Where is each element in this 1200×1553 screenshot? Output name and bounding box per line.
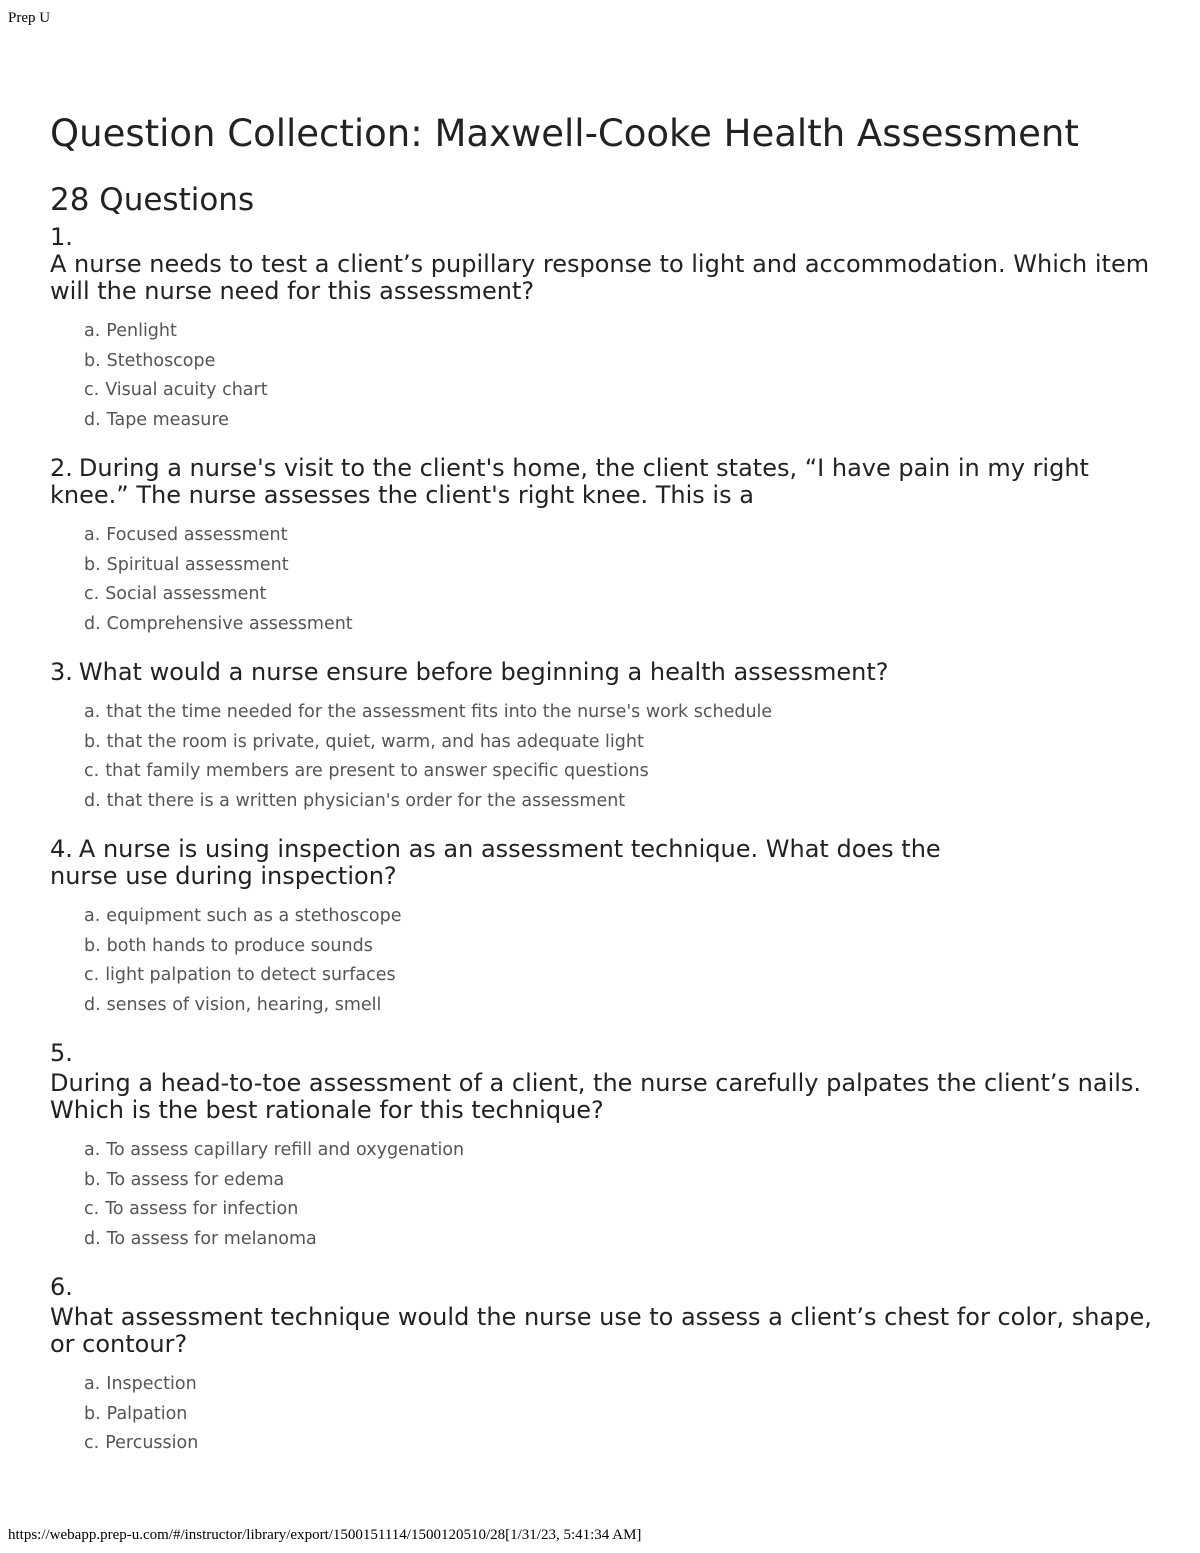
answer-option xyxy=(84,580,1160,610)
answer-option xyxy=(84,1136,1160,1166)
page-title: Question Collection: Maxwell-Cooke Health Assessment xyxy=(50,112,1079,155)
answer-text: that the room is private, quiet, warm, and has adequate light xyxy=(106,731,644,752)
answer-label: d. xyxy=(84,409,101,430)
answer-list xyxy=(50,521,1160,639)
answer-text: To assess for melanoma xyxy=(106,1228,317,1249)
answer-option xyxy=(84,961,1160,991)
answer-option xyxy=(84,757,1160,787)
answer-label: b. xyxy=(84,554,101,575)
question-text: During a nurse's visit to the client's home, the client states, “I have pain in my right knee.” The nurse assesses the client's right knee. This is a xyxy=(50,454,1089,509)
answer-label: c. xyxy=(84,1433,100,1453)
answer-option xyxy=(84,1195,1160,1225)
answer-list xyxy=(50,698,1160,816)
answer-text: Penlight xyxy=(106,321,177,341)
answer-option xyxy=(84,1400,1160,1430)
answer-option xyxy=(84,1370,1160,1400)
answer-text: that the time needed for the assessment fits into the nurse's work schedule xyxy=(106,702,773,722)
answer-list xyxy=(50,1136,1160,1254)
answer-label: d. xyxy=(84,1228,101,1249)
answer-label: b. xyxy=(84,731,101,752)
answer-text: senses of vision, hearing, smell xyxy=(106,994,382,1015)
question-number: 1. xyxy=(50,223,73,251)
answer-text: Spiritual assessment xyxy=(106,554,289,575)
answer-text: light palpation to detect surfaces xyxy=(105,965,396,985)
answer-option xyxy=(84,787,1160,817)
question-collection xyxy=(50,110,1160,1459)
answer-text: Tape measure xyxy=(106,409,229,430)
question-3 xyxy=(50,659,1160,686)
answer-text: Percussion xyxy=(105,1433,199,1453)
question-4 xyxy=(50,836,990,890)
question-5 xyxy=(50,1040,1160,1124)
answer-option xyxy=(84,610,1160,640)
answer-option xyxy=(84,932,1160,962)
question-number: 2. xyxy=(50,454,73,482)
print-header: Prep U xyxy=(8,10,51,26)
answer-label: b. xyxy=(84,935,101,956)
answer-text: Stethoscope xyxy=(106,350,216,371)
answer-label: c. xyxy=(84,584,100,604)
question-text: What would a nurse ensure before beginning a health assessment? xyxy=(78,658,889,686)
answer-text: To assess for infection xyxy=(105,1199,299,1219)
question-text: During a head-to-toe assessment of a client, the nurse carefully palpates the client’s nails. Which is the best rationale for this technique? xyxy=(50,1069,1142,1124)
answer-option xyxy=(84,1429,1160,1459)
answer-text: that family members are present to answer specific questions xyxy=(105,761,649,781)
answer-option xyxy=(84,698,1160,728)
answer-option xyxy=(84,991,1160,1021)
answer-text: Focused assessment xyxy=(106,525,288,545)
answer-label: c. xyxy=(84,761,100,781)
answer-label: a. xyxy=(84,525,101,545)
answer-option xyxy=(84,521,1160,551)
answer-list xyxy=(50,902,1160,1020)
answer-text: Visual acuity chart xyxy=(105,380,268,400)
answer-label: a. xyxy=(84,906,101,926)
question-number: 6. xyxy=(50,1273,73,1301)
answer-label: d. xyxy=(84,790,101,811)
answer-label: a. xyxy=(84,702,101,722)
question-count: 28 Questions xyxy=(50,182,255,218)
answer-option xyxy=(84,376,1160,406)
answer-label: d. xyxy=(84,994,101,1015)
question-number: 3. xyxy=(50,658,73,686)
print-footer-url: https://webapp.prep-u.com/#/instructor/library/export/1500151114/1500120510/28[1/31/23, 5:41:34 AM] xyxy=(8,1527,642,1543)
answer-text: that there is a written physician's order for the assessment xyxy=(106,790,626,811)
question-1 xyxy=(50,224,1160,305)
answer-list xyxy=(50,317,1160,435)
answer-list xyxy=(50,1370,1160,1459)
answer-option xyxy=(84,347,1160,377)
answer-option xyxy=(84,728,1160,758)
question-number: 4. xyxy=(50,835,73,863)
answer-label: b. xyxy=(84,1169,101,1190)
question-text: A nurse needs to test a client’s pupillary response to light and accommodation. Which item will the nurse need for this assessment? xyxy=(50,250,1150,305)
answer-label: c. xyxy=(84,965,100,985)
answer-text: Social assessment xyxy=(105,584,267,604)
answer-text: Comprehensive assessment xyxy=(106,613,353,634)
answer-option xyxy=(84,551,1160,581)
answer-label: c. xyxy=(84,380,100,400)
answer-label: a. xyxy=(84,321,101,341)
question-text: What assessment technique would the nurse use to assess a client’s chest for color, shape, or contour? xyxy=(50,1303,1152,1358)
answer-option xyxy=(84,1225,1160,1255)
question-6 xyxy=(50,1274,1160,1358)
answer-label: d. xyxy=(84,613,101,634)
answer-text: both hands to produce sounds xyxy=(106,935,373,956)
answer-label: b. xyxy=(84,350,101,371)
answer-label: a. xyxy=(84,1140,101,1160)
question-2 xyxy=(50,455,1160,509)
question-text: A nurse is using inspection as an assessment technique. What does the nurse use during inspection? xyxy=(50,835,941,890)
answer-label: b. xyxy=(84,1403,101,1424)
answer-text: To assess capillary refill and oxygenation xyxy=(106,1140,465,1160)
answer-option xyxy=(84,317,1160,347)
answer-text: Palpation xyxy=(106,1403,188,1424)
answer-text: To assess for edema xyxy=(106,1169,285,1190)
question-number: 5. xyxy=(50,1039,73,1067)
answer-option xyxy=(84,406,1160,436)
answer-option xyxy=(84,1166,1160,1196)
answer-label: c. xyxy=(84,1199,100,1219)
answer-option xyxy=(84,902,1160,932)
answer-text: equipment such as a stethoscope xyxy=(106,906,402,926)
answer-label: a. xyxy=(84,1374,101,1394)
answer-text: Inspection xyxy=(106,1374,197,1394)
